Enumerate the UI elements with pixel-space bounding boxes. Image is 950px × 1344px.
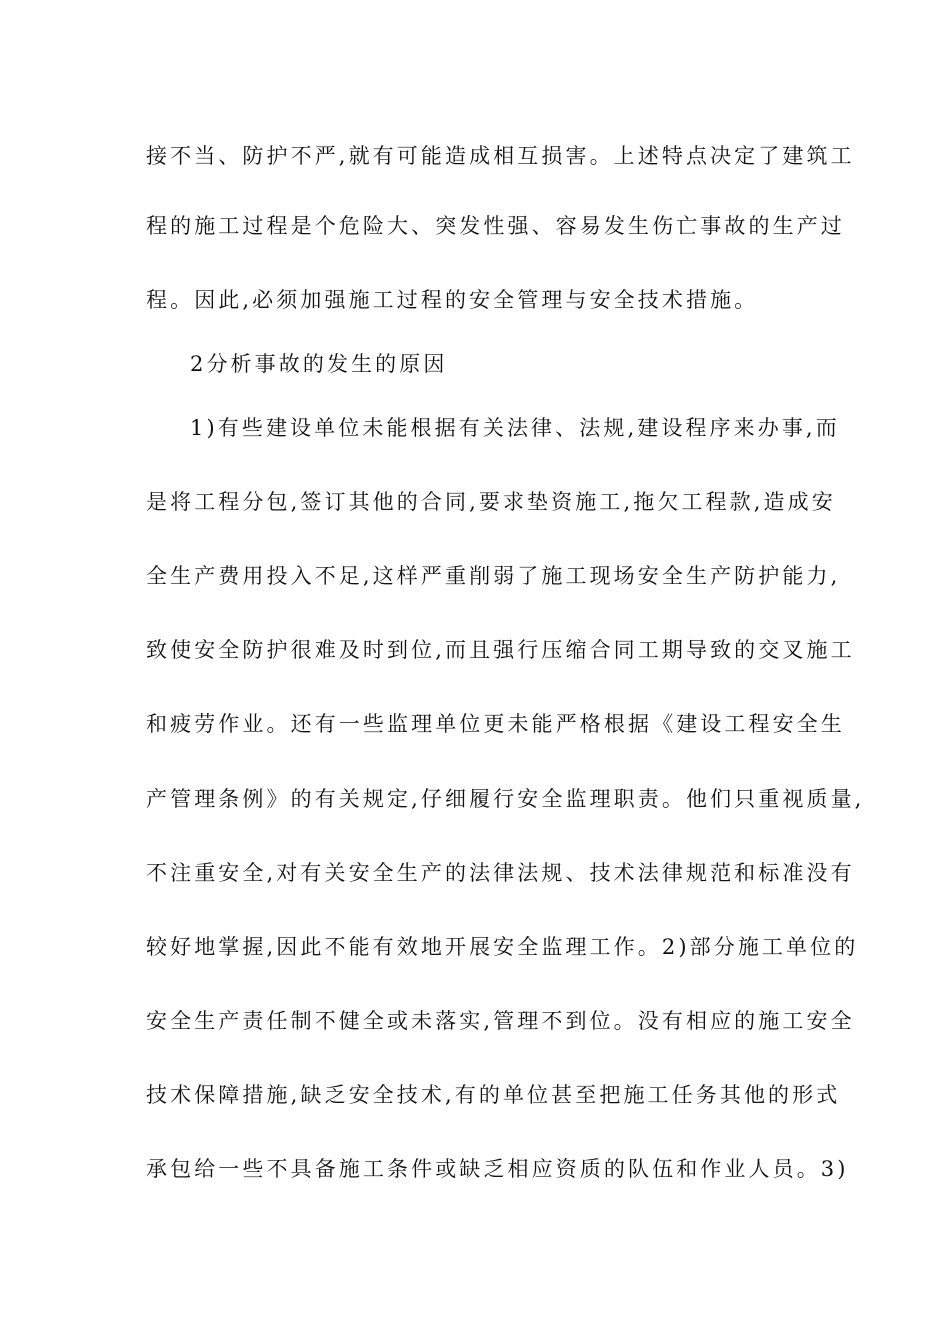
paragraph-line: 不注重安全,对有关安全生产的法律法规、技术法律规范和标准没有 xyxy=(146,861,855,885)
paragraph-line: 全生产费用投入不足,这样严重削弱了施工现场安全生产防护能力, xyxy=(146,564,841,588)
section-heading: 2分析事故的发生的原因 xyxy=(190,352,448,376)
paragraph-line: 致使安全防护很难及时到位,而且强行压缩合同工期导致的交叉施工 xyxy=(146,638,855,662)
paragraph-line: 是将工程分包,签订其他的合同,要求垫资施工,拖欠工程款,造成安 xyxy=(146,490,836,514)
paragraph-line: 承包给一些不具备施工条件或缺乏相应资质的队伍和作业人员。3) xyxy=(146,1157,849,1181)
paragraph-line: 接不当、防护不严,就有可能造成相互损害。上述特点决定了建筑工 xyxy=(146,144,855,168)
paragraph-line: 产管理条例》的有关规定,仔细履行安全监理职责。他们只重视质量, xyxy=(146,787,865,811)
paragraph-line: 较好地掌握,因此不能有效地开展安全监理工作。2)部分施工单位的 xyxy=(146,935,859,959)
paragraph-line: 技术保障措施,缺乏安全技术,有的单位甚至把施工任务其他的形式 xyxy=(146,1083,841,1107)
paragraph-line: 和疲劳作业。还有一些监理单位更未能严格根据《建设工程安全生 xyxy=(146,712,845,736)
paragraph-line: 安全生产责任制不健全或未落实,管理不到位。没有相应的施工安全 xyxy=(146,1009,855,1033)
paragraph-line: 程的施工过程是个危险大、突发性强、容易发生伤亡事故的生产过 xyxy=(146,214,845,238)
paragraph-line: 程。因此,必须加强施工过程的安全管理与安全技术措施。 xyxy=(146,288,759,312)
paragraph-line: 1)有些建设单位未能根据有关法律、法规,建设程序来办事,而 xyxy=(190,416,840,440)
